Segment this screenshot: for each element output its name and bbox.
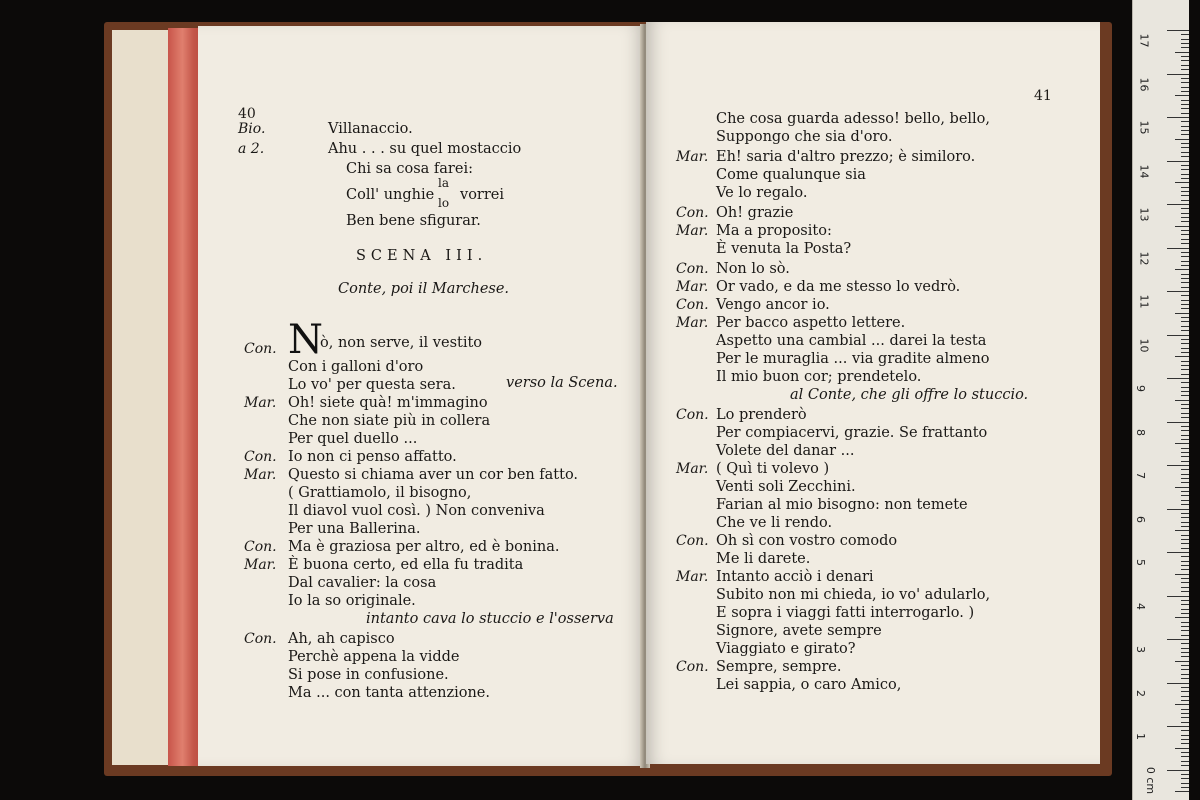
- ruler-tick: [1181, 439, 1189, 440]
- ruler-tick: [1181, 200, 1189, 201]
- speaker-label: Con.: [676, 659, 709, 675]
- ruler-tick: [1181, 361, 1189, 362]
- ruler-tick: [1175, 269, 1189, 270]
- speaker-label: Con.: [244, 539, 277, 555]
- verse-line: Coll' unghie: [346, 187, 435, 203]
- ruler-tick: [1181, 321, 1189, 322]
- ruler-tick: [1181, 569, 1189, 570]
- verse-line: Villanaccio.: [328, 121, 413, 137]
- ruler-tick: [1181, 543, 1189, 544]
- ruler-tick: [1181, 130, 1189, 131]
- ruler-number: 16: [1137, 77, 1151, 91]
- ruler-tick: [1181, 778, 1189, 779]
- ruler-tick: [1181, 113, 1189, 114]
- verse-line: Il mio buon cor; prendetelo.: [716, 369, 922, 385]
- ruler-number: 11: [1137, 294, 1151, 309]
- ruler-number: 6: [1134, 515, 1147, 523]
- stacked-word-top: la: [438, 176, 449, 190]
- ruler-tick: [1181, 147, 1189, 148]
- speaker-label: Mar.: [244, 395, 277, 411]
- ruler-tick: [1181, 691, 1189, 692]
- ruler-tick: [1167, 770, 1189, 771]
- verse-line: ò, non serve, il vestito: [320, 335, 483, 351]
- ruler-tick: [1181, 221, 1189, 222]
- ruler-tick: [1181, 752, 1189, 753]
- verse-line: Per le muraglia ... via gradite almeno: [716, 351, 990, 367]
- ruler-tick: [1181, 282, 1189, 283]
- ruler-tick: [1181, 587, 1189, 588]
- ruler-tick: [1175, 748, 1189, 749]
- speaker-label: a 2.: [238, 141, 265, 157]
- speaker-label: Mar.: [244, 557, 277, 573]
- ruler-number: 3: [1134, 646, 1147, 653]
- ruler-tick: [1181, 382, 1189, 383]
- verse-line: Perchè appena la vidde: [288, 649, 460, 665]
- ruler-number: 10: [1137, 338, 1151, 352]
- page-number-right: 41: [1034, 88, 1052, 104]
- verse-line: Farian al mio bisogno: non temete: [716, 497, 968, 513]
- ruler-tick: [1175, 487, 1189, 488]
- verse-line: Per bacco aspetto lettere.: [716, 315, 906, 331]
- ruler-tick: [1181, 426, 1189, 427]
- ruler-tick: [1175, 704, 1189, 705]
- ruler-tick: [1181, 65, 1189, 66]
- verse-line: Ma a proposito:: [716, 223, 832, 239]
- ruler-number: 0 cm: [1144, 766, 1158, 794]
- page-number-left: 40: [238, 106, 256, 122]
- stacked-word-bottom: lo: [438, 196, 450, 210]
- ruler-tick: [1167, 248, 1189, 249]
- ruler-tick: [1181, 622, 1189, 623]
- ruler-tick: [1181, 278, 1189, 279]
- ruler-tick: [1181, 156, 1189, 157]
- ruler-tick: [1181, 578, 1189, 579]
- verse-line: Viaggiato e girato?: [716, 641, 856, 657]
- ruler-tick: [1181, 435, 1189, 436]
- ruler-tick: [1181, 261, 1189, 262]
- ruler-tick: [1181, 39, 1189, 40]
- speaker-label: Con.: [676, 533, 709, 549]
- speaker-label: Mar.: [676, 569, 709, 585]
- right-page: [646, 22, 1100, 764]
- ruler-tick: [1181, 478, 1189, 479]
- ruler-number: 15: [1137, 120, 1151, 135]
- ruler-tick: [1181, 469, 1189, 470]
- verse-line: Ve lo regalo.: [716, 185, 808, 201]
- ruler-tick: [1181, 609, 1189, 610]
- ruler-tick: [1181, 495, 1189, 496]
- verse-line: Me li darete.: [716, 551, 811, 567]
- ruler-tick: [1181, 713, 1189, 714]
- ruler-tick: [1181, 665, 1189, 666]
- ruler-tick: [1181, 217, 1189, 218]
- ruler-tick: [1181, 91, 1189, 92]
- verse-line: È buona certo, ed ella fu tradita: [288, 557, 524, 573]
- verse-line: Venti soli Zecchini.: [716, 479, 856, 495]
- ruler-tick: [1181, 169, 1189, 170]
- ruler-tick: [1181, 78, 1189, 79]
- verse-line: Oh! grazie: [716, 205, 794, 221]
- verse-line: E sopra i viaggi fatti interrogarlo. ): [716, 605, 975, 621]
- ruler-tick: [1181, 743, 1189, 744]
- ruler-tick: [1181, 56, 1189, 57]
- verse-line: Volete del danar ...: [716, 443, 855, 459]
- ruler-number: 12: [1137, 251, 1151, 265]
- ruler-tick: [1181, 165, 1189, 166]
- ruler-tick: [1181, 178, 1189, 179]
- ruler-tick: [1175, 356, 1189, 357]
- ruler-tick: [1167, 74, 1189, 75]
- stage-direction: intanto cava lo stuccio e l'osserva: [366, 611, 614, 627]
- ruler-tick: [1181, 295, 1189, 296]
- verse-line: Non lo sò.: [716, 261, 790, 277]
- ruler-tick: [1181, 648, 1189, 649]
- ruler-tick: [1181, 252, 1189, 253]
- ruler-tick: [1181, 239, 1189, 240]
- ruler-tick: [1181, 308, 1189, 309]
- ruler-tick: [1181, 626, 1189, 627]
- ruler-tick: [1181, 265, 1189, 266]
- ruler-tick: [1181, 730, 1189, 731]
- ruler-tick: [1175, 400, 1189, 401]
- ruler-tick: [1181, 256, 1189, 257]
- ruler-tick: [1167, 378, 1189, 379]
- ruler-tick: [1181, 287, 1189, 288]
- ruler-tick: [1167, 639, 1189, 640]
- scene-subtitle: Conte, poi il Marchese.: [338, 281, 510, 297]
- ruler-number: 1: [1134, 733, 1147, 740]
- ruler-tick: [1181, 430, 1189, 431]
- ruler-number: 4: [1134, 602, 1147, 610]
- ruler-tick: [1181, 613, 1189, 614]
- ruler-tick: [1181, 108, 1189, 109]
- ruler-tick: [1181, 374, 1189, 375]
- ruler-tick: [1175, 52, 1189, 53]
- verse-line: Dal cavalier: la cosa: [288, 575, 437, 591]
- ruler-tick: [1181, 100, 1189, 101]
- ruler-tick: [1181, 143, 1189, 144]
- ruler-tick: [1175, 226, 1189, 227]
- verse-line: Ma è graziosa per altro, ed è bonina.: [288, 539, 560, 555]
- ruler-tick: [1181, 126, 1189, 127]
- ruler-number: 9: [1134, 385, 1147, 392]
- speaker-label: Con.: [244, 631, 277, 647]
- ruler-tick: [1175, 182, 1189, 183]
- ruler-tick: [1181, 234, 1189, 235]
- ruler-tick: [1181, 330, 1189, 331]
- speaker-label: Mar.: [676, 279, 709, 295]
- ruler-tick: [1181, 104, 1189, 105]
- verse-line: Vengo ancor io.: [716, 297, 830, 313]
- ruler-tick: [1181, 326, 1189, 327]
- ruler-number: 5: [1134, 559, 1147, 566]
- verse-line: Lei sappia, o caro Amico,: [716, 677, 902, 693]
- verse-line: ( Quì ti volevo ): [716, 461, 830, 477]
- ruler-tick: [1181, 722, 1189, 723]
- ruler-tick: [1175, 574, 1189, 575]
- verse-line: Subito non mi chieda, io vo' adularlo,: [716, 587, 991, 603]
- ruler-tick: [1181, 452, 1189, 453]
- ruler-tick: [1175, 443, 1189, 444]
- verse-line: ( Grattiamolo, il bisogno,: [288, 485, 472, 501]
- ruler-tick: [1181, 395, 1189, 396]
- verse-line: È venuta la Posta?: [716, 241, 852, 257]
- verse-line: Sempre, sempre.: [716, 659, 842, 675]
- ruler-tick: [1167, 335, 1189, 336]
- ruler-tick: [1181, 352, 1189, 353]
- verse-line: Ah, ah capisco: [288, 631, 395, 647]
- speaker-label: Bio.: [238, 121, 266, 137]
- ruler-tick: [1181, 591, 1189, 592]
- verse-line: Ben bene sfigurar.: [346, 213, 481, 229]
- ruler-tick: [1181, 152, 1189, 153]
- ruler-tick: [1181, 765, 1189, 766]
- ruler-tick: [1181, 230, 1189, 231]
- ruler-tick: [1181, 739, 1189, 740]
- verse-line: Suppongo che sia d'oro.: [716, 129, 893, 145]
- ruler-tick: [1181, 535, 1189, 536]
- ruler-tick: [1181, 656, 1189, 657]
- verse-line: Oh! siete quà! m'immagino: [288, 395, 488, 411]
- speaker-label: Mar.: [244, 467, 277, 483]
- ruler-tick: [1181, 461, 1189, 462]
- verse-line: Io la so originale.: [288, 593, 416, 609]
- ruler-tick: [1167, 30, 1189, 31]
- ruler-tick: [1181, 43, 1189, 44]
- ruler-tick: [1175, 313, 1189, 314]
- ruler-number: 17: [1137, 33, 1151, 48]
- ruler-tick: [1167, 726, 1189, 727]
- ruler-tick: [1181, 134, 1189, 135]
- ruler-tick: [1181, 391, 1189, 392]
- ruler-tick: [1175, 139, 1189, 140]
- drop-cap: N: [288, 317, 323, 363]
- ruler-tick: [1181, 709, 1189, 710]
- speaker-label: Con.: [676, 297, 709, 313]
- ruler-tick: [1181, 517, 1189, 518]
- ruler-tick: [1181, 539, 1189, 540]
- verse-line: Or vado, e da me stesso lo vedrò.: [716, 279, 961, 295]
- ruler-tick: [1181, 87, 1189, 88]
- ruler-tick: [1181, 783, 1189, 784]
- measuring-ruler: [1132, 0, 1189, 800]
- ruler-tick: [1181, 408, 1189, 409]
- verse-line: Chi sa cosa farei:: [346, 161, 473, 177]
- verse-line: Aspetto una cambial ... darei la testa: [716, 333, 987, 349]
- ruler-tick: [1181, 213, 1189, 214]
- ruler-tick: [1181, 343, 1189, 344]
- ruler-tick: [1167, 204, 1189, 205]
- ruler-tick: [1167, 161, 1189, 162]
- speaker-label: Mar.: [676, 461, 709, 477]
- speaker-label: Con.: [244, 449, 277, 465]
- ruler-tick: [1181, 669, 1189, 670]
- ruler-tick: [1181, 504, 1189, 505]
- speaker-label: Con.: [676, 205, 709, 221]
- ruler-tick: [1181, 474, 1189, 475]
- ruler-tick: [1181, 365, 1189, 366]
- ruler-tick: [1181, 34, 1189, 35]
- ruler-tick: [1167, 291, 1189, 292]
- ruler-tick: [1181, 561, 1189, 562]
- verse-line: Intanto acciò i denari: [716, 569, 874, 585]
- verse-line: Con i galloni d'oro: [288, 359, 424, 375]
- ruler-tick: [1181, 643, 1189, 644]
- ruler-tick: [1181, 174, 1189, 175]
- ruler-tick: [1181, 565, 1189, 566]
- verse-line: Lo vo' per questa sera.: [288, 377, 456, 393]
- ruler-tick: [1181, 678, 1189, 679]
- ruler-tick: [1181, 348, 1189, 349]
- ruler-tick: [1181, 82, 1189, 83]
- ruler-tick: [1181, 208, 1189, 209]
- verse-line: Che non siate più in collera: [288, 413, 491, 429]
- ruler-tick: [1181, 404, 1189, 405]
- ruler-tick: [1167, 422, 1189, 423]
- verse-line: Che ve li rendo.: [716, 515, 833, 531]
- stage-direction: al Conte, che gli offre lo stuccio.: [790, 387, 1029, 403]
- verse-line: Lo prenderò: [716, 407, 807, 423]
- ruler-tick: [1181, 500, 1189, 501]
- ruler-tick: [1181, 304, 1189, 305]
- ruler-tick: [1167, 552, 1189, 553]
- ruler-tick: [1181, 417, 1189, 418]
- ruler-tick: [1175, 791, 1189, 792]
- ruler-tick: [1181, 69, 1189, 70]
- book-block-edge: [112, 30, 172, 765]
- ruler-tick: [1181, 700, 1189, 701]
- verse-line: Per una Ballerina.: [288, 521, 421, 537]
- ruler-tick: [1181, 339, 1189, 340]
- left-page: [198, 26, 644, 766]
- ruler-tick: [1181, 448, 1189, 449]
- ruler-tick: [1181, 735, 1189, 736]
- verse-line: Oh sì con vostro comodo: [716, 533, 898, 549]
- ruler-tick: [1181, 696, 1189, 697]
- verse-line: Signore, avete sempre: [716, 623, 882, 639]
- ruler-tick: [1181, 317, 1189, 318]
- speaker-label: Mar.: [676, 149, 709, 165]
- verse-line: Come qualunque sia: [716, 167, 866, 183]
- ruler-tick: [1181, 687, 1189, 688]
- ruler-tick: [1181, 717, 1189, 718]
- ruler-tick: [1181, 195, 1189, 196]
- ruler-tick: [1181, 187, 1189, 188]
- ruler-tick: [1181, 191, 1189, 192]
- verse-line: Per quel duello ...: [288, 431, 418, 447]
- ruler-tick: [1181, 582, 1189, 583]
- ruler-number: 2: [1134, 689, 1147, 697]
- verse-line: Ma ... con tanta attenzione.: [288, 685, 490, 701]
- speaker-label: Con.: [676, 261, 709, 277]
- ruler-tick: [1167, 596, 1189, 597]
- ruler-tick: [1181, 635, 1189, 636]
- ruler-tick: [1181, 121, 1189, 122]
- ruler-number: 14: [1137, 164, 1151, 178]
- speaker-label: Con.: [244, 341, 277, 357]
- ruler-tick: [1181, 513, 1189, 514]
- ruler-tick: [1181, 369, 1189, 370]
- ruler-tick: [1181, 300, 1189, 301]
- verse-line: Questo si chiama aver un cor ben fatto.: [288, 467, 579, 483]
- ruler-tick: [1181, 761, 1189, 762]
- ruler-tick: [1181, 787, 1189, 788]
- ruler-tick: [1181, 756, 1189, 757]
- ruler-tick: [1181, 482, 1189, 483]
- ruler-tick: [1175, 95, 1189, 96]
- ruler-number: 7: [1134, 472, 1147, 479]
- ruler-tick: [1181, 522, 1189, 523]
- ruler-tick: [1181, 413, 1189, 414]
- ruler-tick: [1181, 548, 1189, 549]
- speaker-label: Con.: [676, 407, 709, 423]
- verse-line: vorrei: [460, 187, 505, 203]
- ruler-tick: [1175, 661, 1189, 662]
- ruler-tick: [1167, 465, 1189, 466]
- ruler-tick: [1181, 600, 1189, 601]
- ruler-tick: [1181, 60, 1189, 61]
- ruler-tick: [1181, 491, 1189, 492]
- speaker-label: Mar.: [676, 315, 709, 331]
- ruler-tick: [1175, 530, 1189, 531]
- verse-line: Ahu . . . su quel mostaccio: [328, 141, 522, 157]
- ruler-tick: [1181, 604, 1189, 605]
- ruler-tick: [1181, 456, 1189, 457]
- ruler-tick: [1167, 117, 1189, 118]
- ruler-tick: [1167, 683, 1189, 684]
- verse-line: Per compiacervi, grazie. Se frattanto: [716, 425, 988, 441]
- ruler-tick: [1181, 556, 1189, 557]
- verse-line: Si pose in confusione.: [288, 667, 449, 683]
- verse-line: Il diavol vuol così. ) Non conveniva: [288, 503, 545, 519]
- ruler-tick: [1167, 509, 1189, 510]
- verse-line: Eh! saria d'altro prezzo; è similoro.: [716, 149, 976, 165]
- ruler-tick: [1181, 47, 1189, 48]
- ruler-tick: [1181, 387, 1189, 388]
- ruler-tick: [1181, 243, 1189, 244]
- ruler-tick: [1181, 274, 1189, 275]
- ruler-number: 13: [1137, 207, 1151, 222]
- ruler-number: 8: [1134, 428, 1147, 436]
- verse-line: Io non ci penso affatto.: [288, 449, 457, 465]
- ruler-tick: [1181, 630, 1189, 631]
- speaker-label: Mar.: [676, 223, 709, 239]
- scene-title: SCENA III.: [356, 248, 488, 264]
- ruler-tick: [1181, 652, 1189, 653]
- stage-direction: verso la Scena.: [506, 375, 618, 391]
- ruler-tick: [1181, 674, 1189, 675]
- ruler-tick: [1181, 774, 1189, 775]
- verse-line: Che cosa guarda adesso! bello, bello,: [716, 111, 991, 127]
- ruler-tick: [1175, 617, 1189, 618]
- ruler-tick: [1181, 526, 1189, 527]
